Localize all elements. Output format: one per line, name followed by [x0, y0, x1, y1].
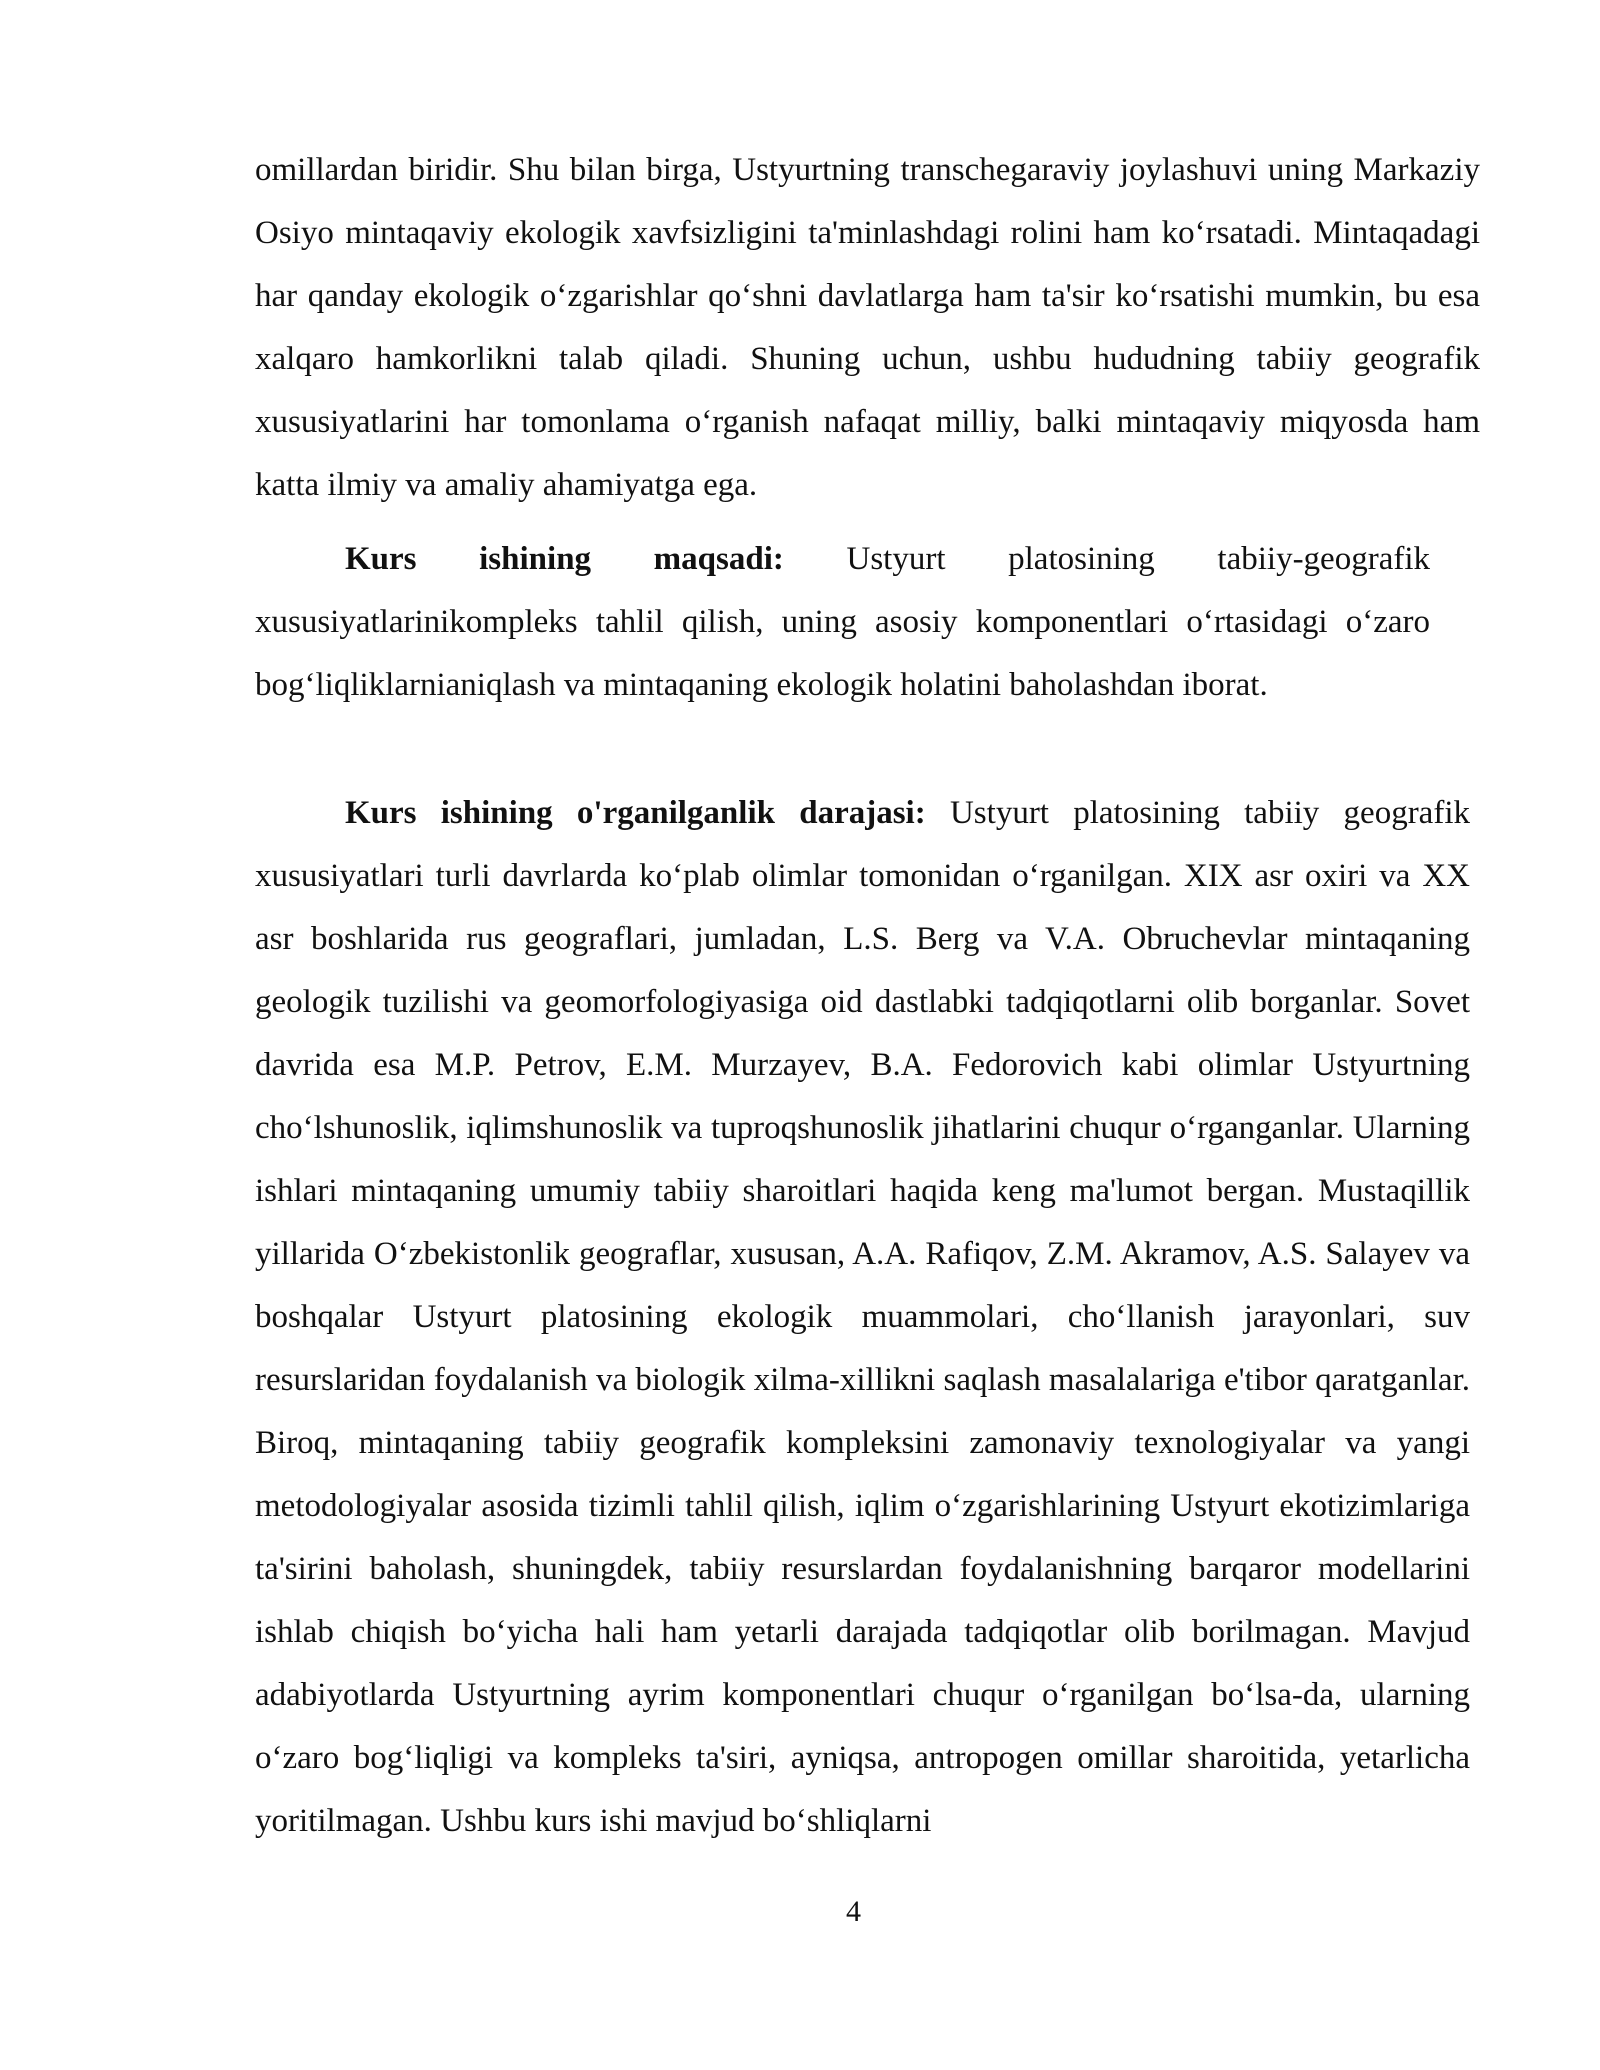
- paragraph-text: omillardan biridir. Shu bilan birga, Ustyurtning transchegaraviy joylashuvi uning Markaziy Osiyo mintaqaviy ekologik xavfsizligini ta'minlashdagi rolini ham ko‘rsatadi. Mintaqadagi har qanday ekologik o‘zgarishlar qo‘shni davlatlarga ham ta'sir ko‘rsatishi mumkin, bu esa xalqaro hamkorlikni talab qiladi. Shuning uchun, ushbu hududning tabiiy geografik xususiyatlarini har tomonlama o‘rganish nafaqat milliy, balki mintaqaviy miqyosda ham katta ilmiy va amaliy ahamiyatga ega.: [255, 152, 1480, 503]
- paragraph-heading: Kurs ishining o'rganilganlik darajasi:: [345, 795, 926, 831]
- paragraph-text: Ustyurt platosining tabiiy-geografik xususiyatlarinikompleks tahlil qilish, uning asosiy komponentlari o‘rtasidagi o‘zaro bog‘liqliklarnianiqlash va mintaqaning ekologik holatini baholashdan iborat.: [255, 541, 1430, 703]
- page-number: 4: [846, 1895, 861, 1928]
- paragraph-course-goal: [255, 528, 1430, 717]
- paragraph-body: [255, 782, 1470, 1853]
- paragraph-heading: Kurs ishining maqsadi:: [345, 541, 784, 577]
- paragraph-study-degree: [255, 782, 1470, 1853]
- paragraph-text: Ustyurt platosining tabiiy geografik xususiyatlari turli davrlarda ko‘plab olimlar tomonidan o‘rganilgan. XIX asr oxiri va XX asr boshlarida rus geograflari, jumladan, L.S. Berg va V.A. Obruchevlar mintaqaning geologik tuzilishi va geomorfologiyasiga oid dastlabki tadqiqotlarni olib borganlar. Sovet davrida esa M.P. Petrov, E.M. Murzayev, B.A. Fedorovich kabi olimlar Ustyurtning cho‘lshunoslik, iqlimshunoslik va tuproqshunoslik jihatlarini chuqur o‘rganganlar. Ularning ishlari mintaqaning umumiy tabiiy sharoitlari haqida keng ma'lumot bergan. Mustaqillik yillarida O‘zbekistonlik geograflar, xususan, A.A. Rafiqov, Z.M. Akramov, A.S. Salayev va boshqalar Ustyurt platosining ekologik muammolari, cho‘llanish jarayonlari, suv resurslaridan foydalanish va biologik xilma-xillikni saqlash masalalariga e'tibor qaratganlar. Biroq, mintaqaning tabiiy geografik kompleksini zamonaviy texnologiyalar va yangi metodologiyalar asosida tizimli tahlil qilish, iqlim o‘zgarishlarining Ustyurt ekotizimlariga ta'sirini baholash, shuningdek, tabiiy resurslardan foydalanishning barqaror modellarini ishlab chiqish bo‘yicha hali ham yetarli darajada tadqiqotlar olib borilmagan. Mavjud adabiyotlarda Ustyurtning ayrim komponentlari chuqur o‘rganilgan bo‘lsa-da, ularning o‘zaro bog‘liqligi va kompleks ta'siri, ayniqsa, antropogen omillar sharoitida, yetarlicha yoritilmagan. Ushbu kurs ishi mavjud bo‘shliqlarni: [255, 795, 1470, 1839]
- paragraph-body: [255, 528, 1430, 717]
- paragraph-ecological-security: [255, 139, 1480, 517]
